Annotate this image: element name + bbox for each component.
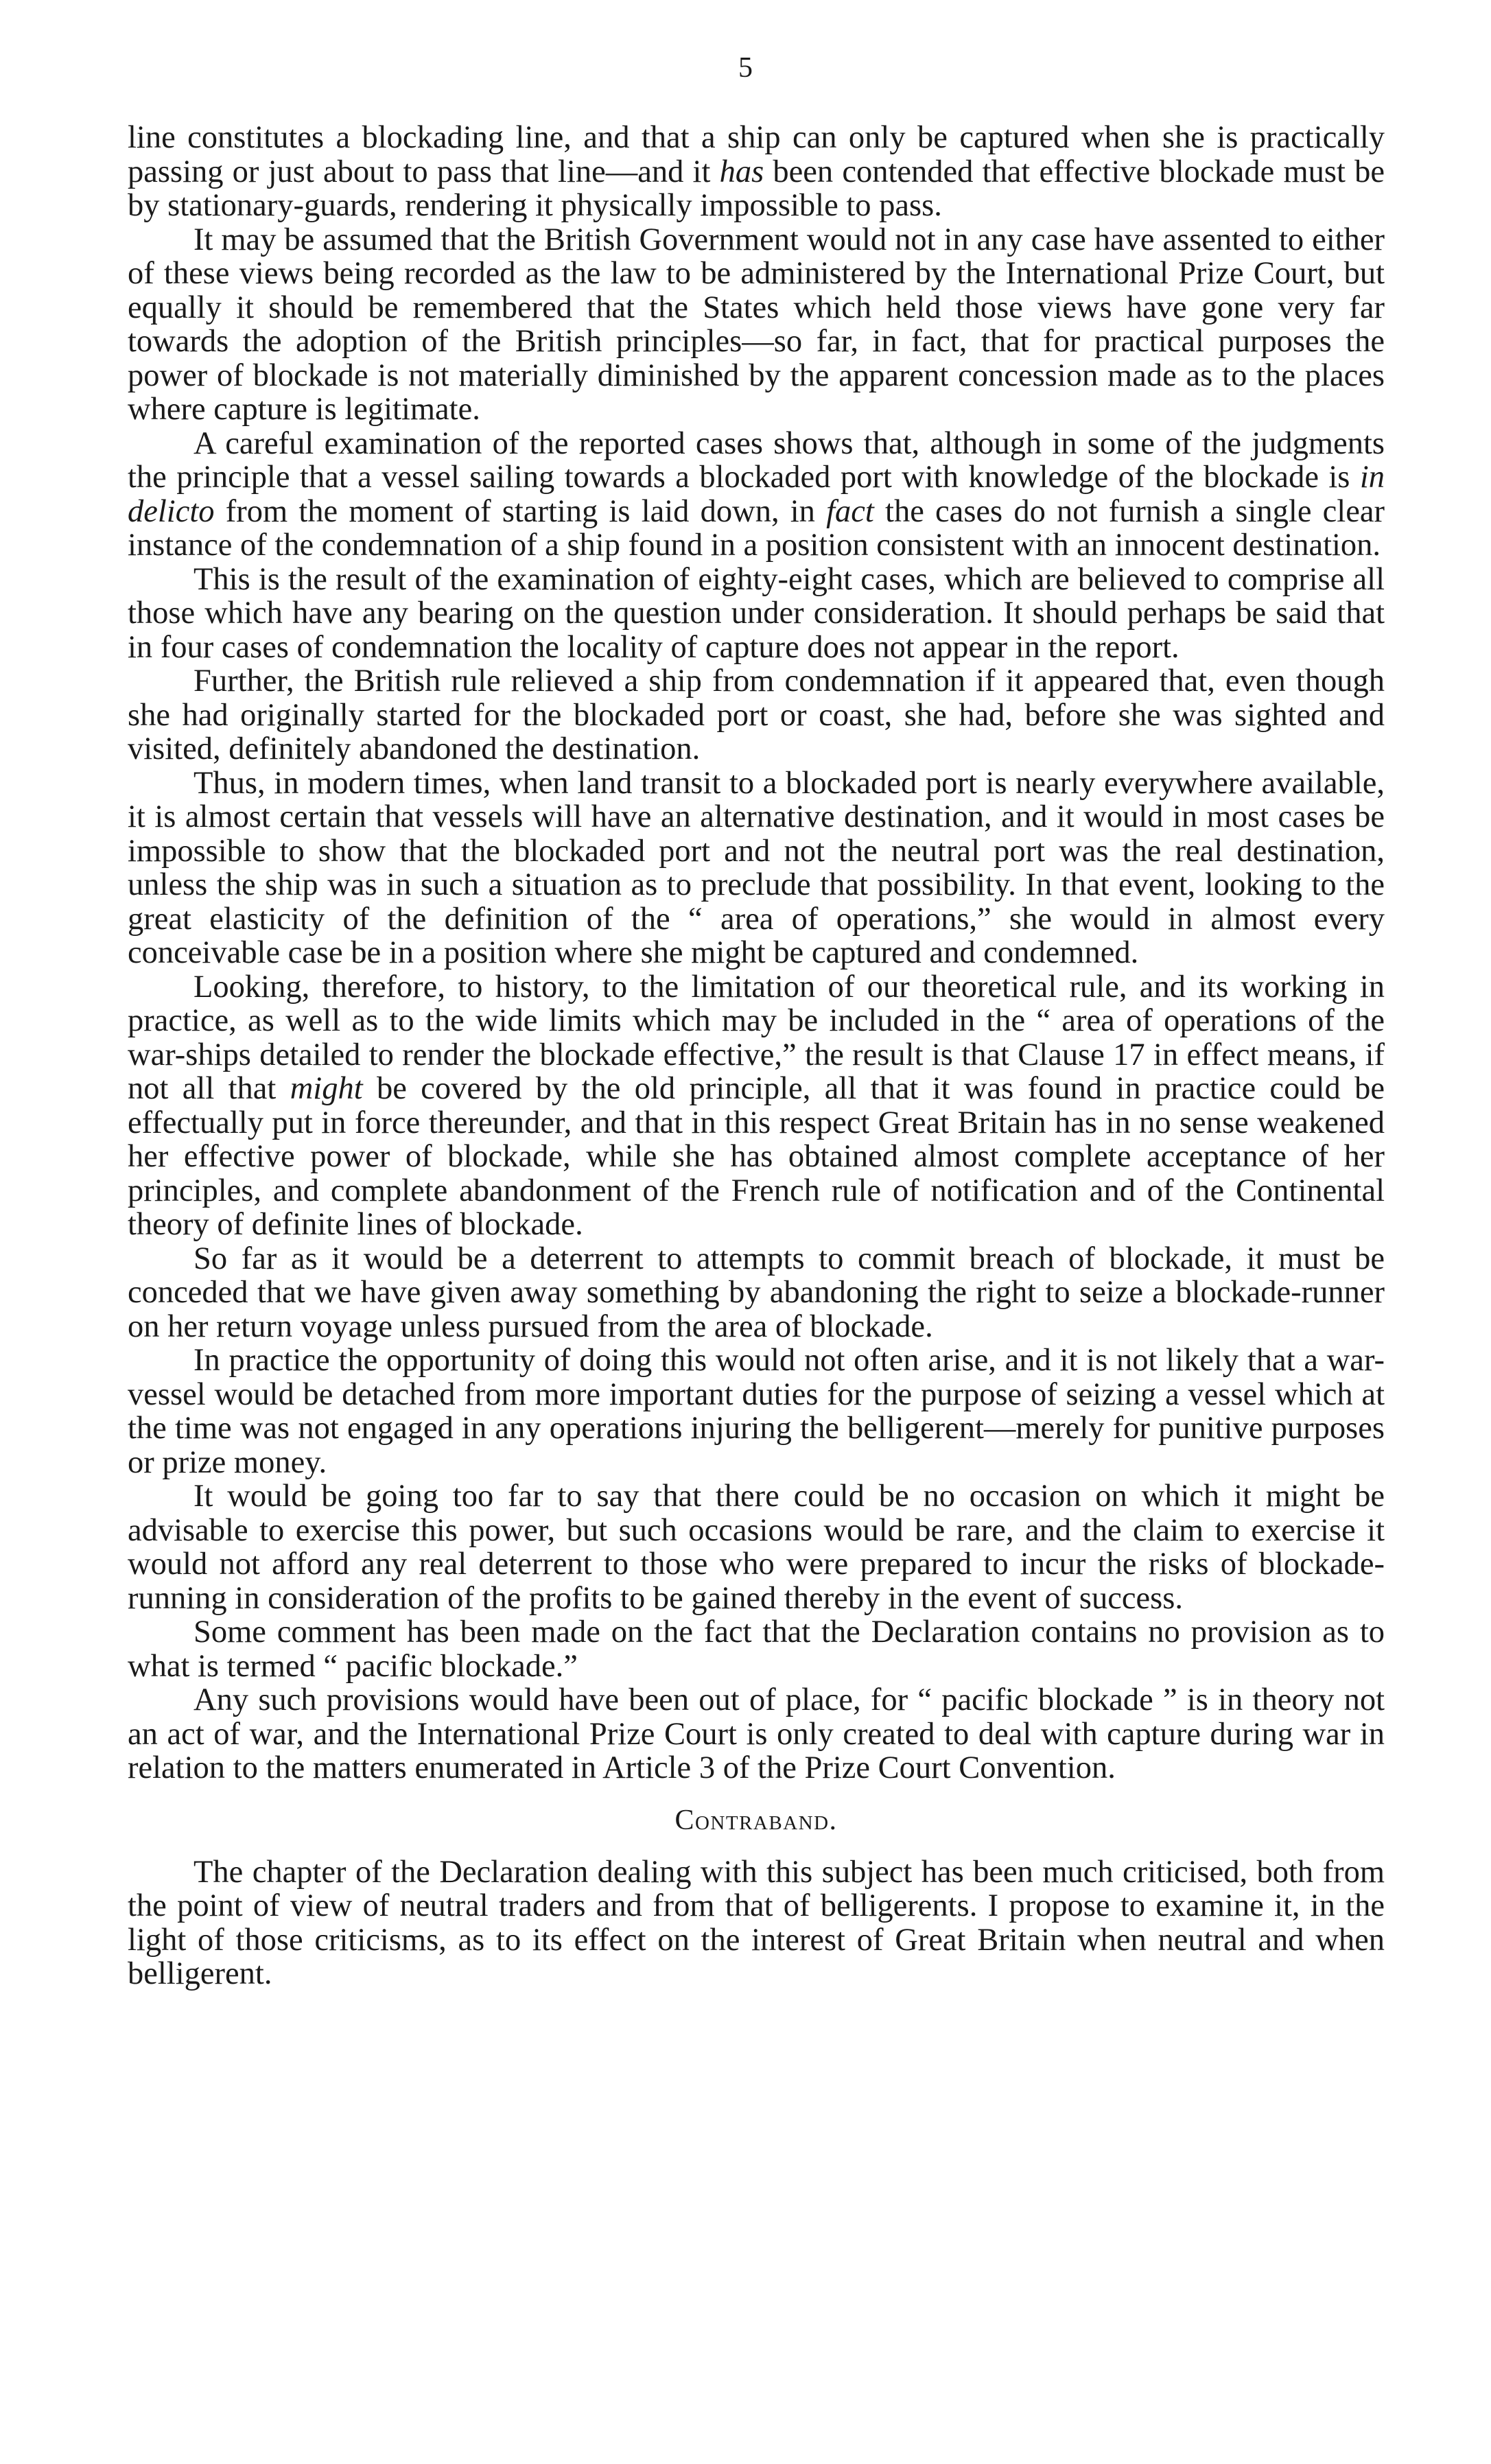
paragraph-9: In practice the opportunity of doing this would not often arise, and it is not likely that a war-vessel would be detached from more important duties for the purpose of seizing a vessel which at the time was not engaged in any operations injuring the belligerent—merely for punitive purposes or prize money. bbox=[128, 1343, 1385, 1480]
paragraph-7: Looking, therefore, to history, to the limitation of our theoretical rule, and its working in practice, as well as to the wide limits which may be included in the “ area of operations of the war-ships detailed to render the blockade effective,” the result is that Clause 17 in effect means, if not all that might be covered by the old principle, all that it was found in practice could be effectually put in force thereunder, and that in this respect Great Britain has in no sense weakened her effective power of blockade, while she has obtained almost complete acceptance of her principles, and complete abandonment of the French rule of notification and of the Continental theory of definite lines of blockade. bbox=[128, 969, 1385, 1242]
body-text bbox=[128, 121, 1385, 1991]
paragraph-12: Any such provisions would have been out of place, for “ pacific blockade ” is in theory not an act of war, and the International Prize Court is only created to deal with capture during war in relation to the matters enumerated in Article 3 of the Prize Court Convention. bbox=[128, 1682, 1385, 1785]
emphasis-in-delicto: in delicto bbox=[128, 460, 1385, 529]
paragraph-5: Further, the British rule relieved a ship from condemnation if it appeared that, even though she had originally started for the blockaded port or coast, she had, before she was sighted and visited, definitely abandoned the destination. bbox=[128, 664, 1385, 766]
paragraph-3: A careful examination of the reported cases shows that, although in some of the judgments the principle that a vessel sailing towards a blockaded port with knowledge of the blockade is in delicto from the moment of starting is laid down, in fact the cases do not furnish a single clear instance of the condemnation of a ship found in a position consistent with an innocent destination. bbox=[128, 425, 1385, 563]
emphasis-fact: fact bbox=[826, 493, 874, 529]
emphasis-might: might bbox=[290, 1071, 363, 1106]
paragraph-8: So far as it would be a deterrent to attempts to commit breach of blockade, it must be conceded that we have given away something by abandoning the right to seize a blockade-runner on her return voyage unless pursued from the area of blockade. bbox=[128, 1241, 1385, 1344]
section-paragraph-1: The chapter of the Declaration dealing with this subject has been much criticised, both from the point of view of neutral traders and from that of belligerents. I propose to examine it, in the light of those criticisms, as to its effect on the interest of Great Britain when neutral and when belligerent. bbox=[128, 1854, 1385, 1991]
paragraph-6: Thus, in modern times, when land transit to a blockaded port is nearly everywhere available, it is almost certain that vessels will have an alternative destination, and it would in most cases be impossible to show that the blockaded port and not the neutral port was the real destination, unless the ship was in such a situation as to preclude that possibility. In that event, looking to the great elasticity of the definition of the “ area of operations,” she would in almost every conceivable case be in a position where she might be captured and condemned. bbox=[128, 765, 1385, 970]
paragraph-10: It would be going too far to say that there could be no occasion on which it might be advisable to exercise this power, but such occasions would be rare, and the claim to exercise it would not afford any real deterrent to those who were prepared to incur the risks of blockade-running in consideration of the profits to be gained thereby in the event of success. bbox=[128, 1479, 1385, 1616]
paragraph-4: This is the result of the examination of eighty-eight cases, which are believed to comprise all those which have any bearing on the question under consideration. It should perhaps be said that in four cases of condemnation the locality of capture does not appear in the report. bbox=[128, 561, 1385, 665]
section-heading-contraband: Contraband. bbox=[674, 1804, 838, 1836]
page-number: 5 bbox=[738, 52, 753, 84]
paragraph-2: It may be assumed that the British Government would not in any case have assented to either of these views being recorded as the law to be administered by the International Prize Court, but equally it should be remembered that the States which held those views have gone very far towards the adoption of the British principles—so far, in fact, that for practical purposes the power of blockade is not materially diminished by the apparent concession made as to the places where capture is legitimate. bbox=[128, 222, 1385, 427]
paragraph-11: Some comment has been made on the fact that the Declaration contains no provision as to what is termed “ pacific blockade.” bbox=[128, 1615, 1385, 1684]
paragraph-1: line constitutes a blockading line, and that a ship can only be captured when she is practically passing or just about to pass that line—and it has been contended that effective blockade must be by stationary-guards, rendering it physically impossible to pass. bbox=[128, 120, 1385, 223]
emphasis-has: has bbox=[719, 154, 764, 189]
